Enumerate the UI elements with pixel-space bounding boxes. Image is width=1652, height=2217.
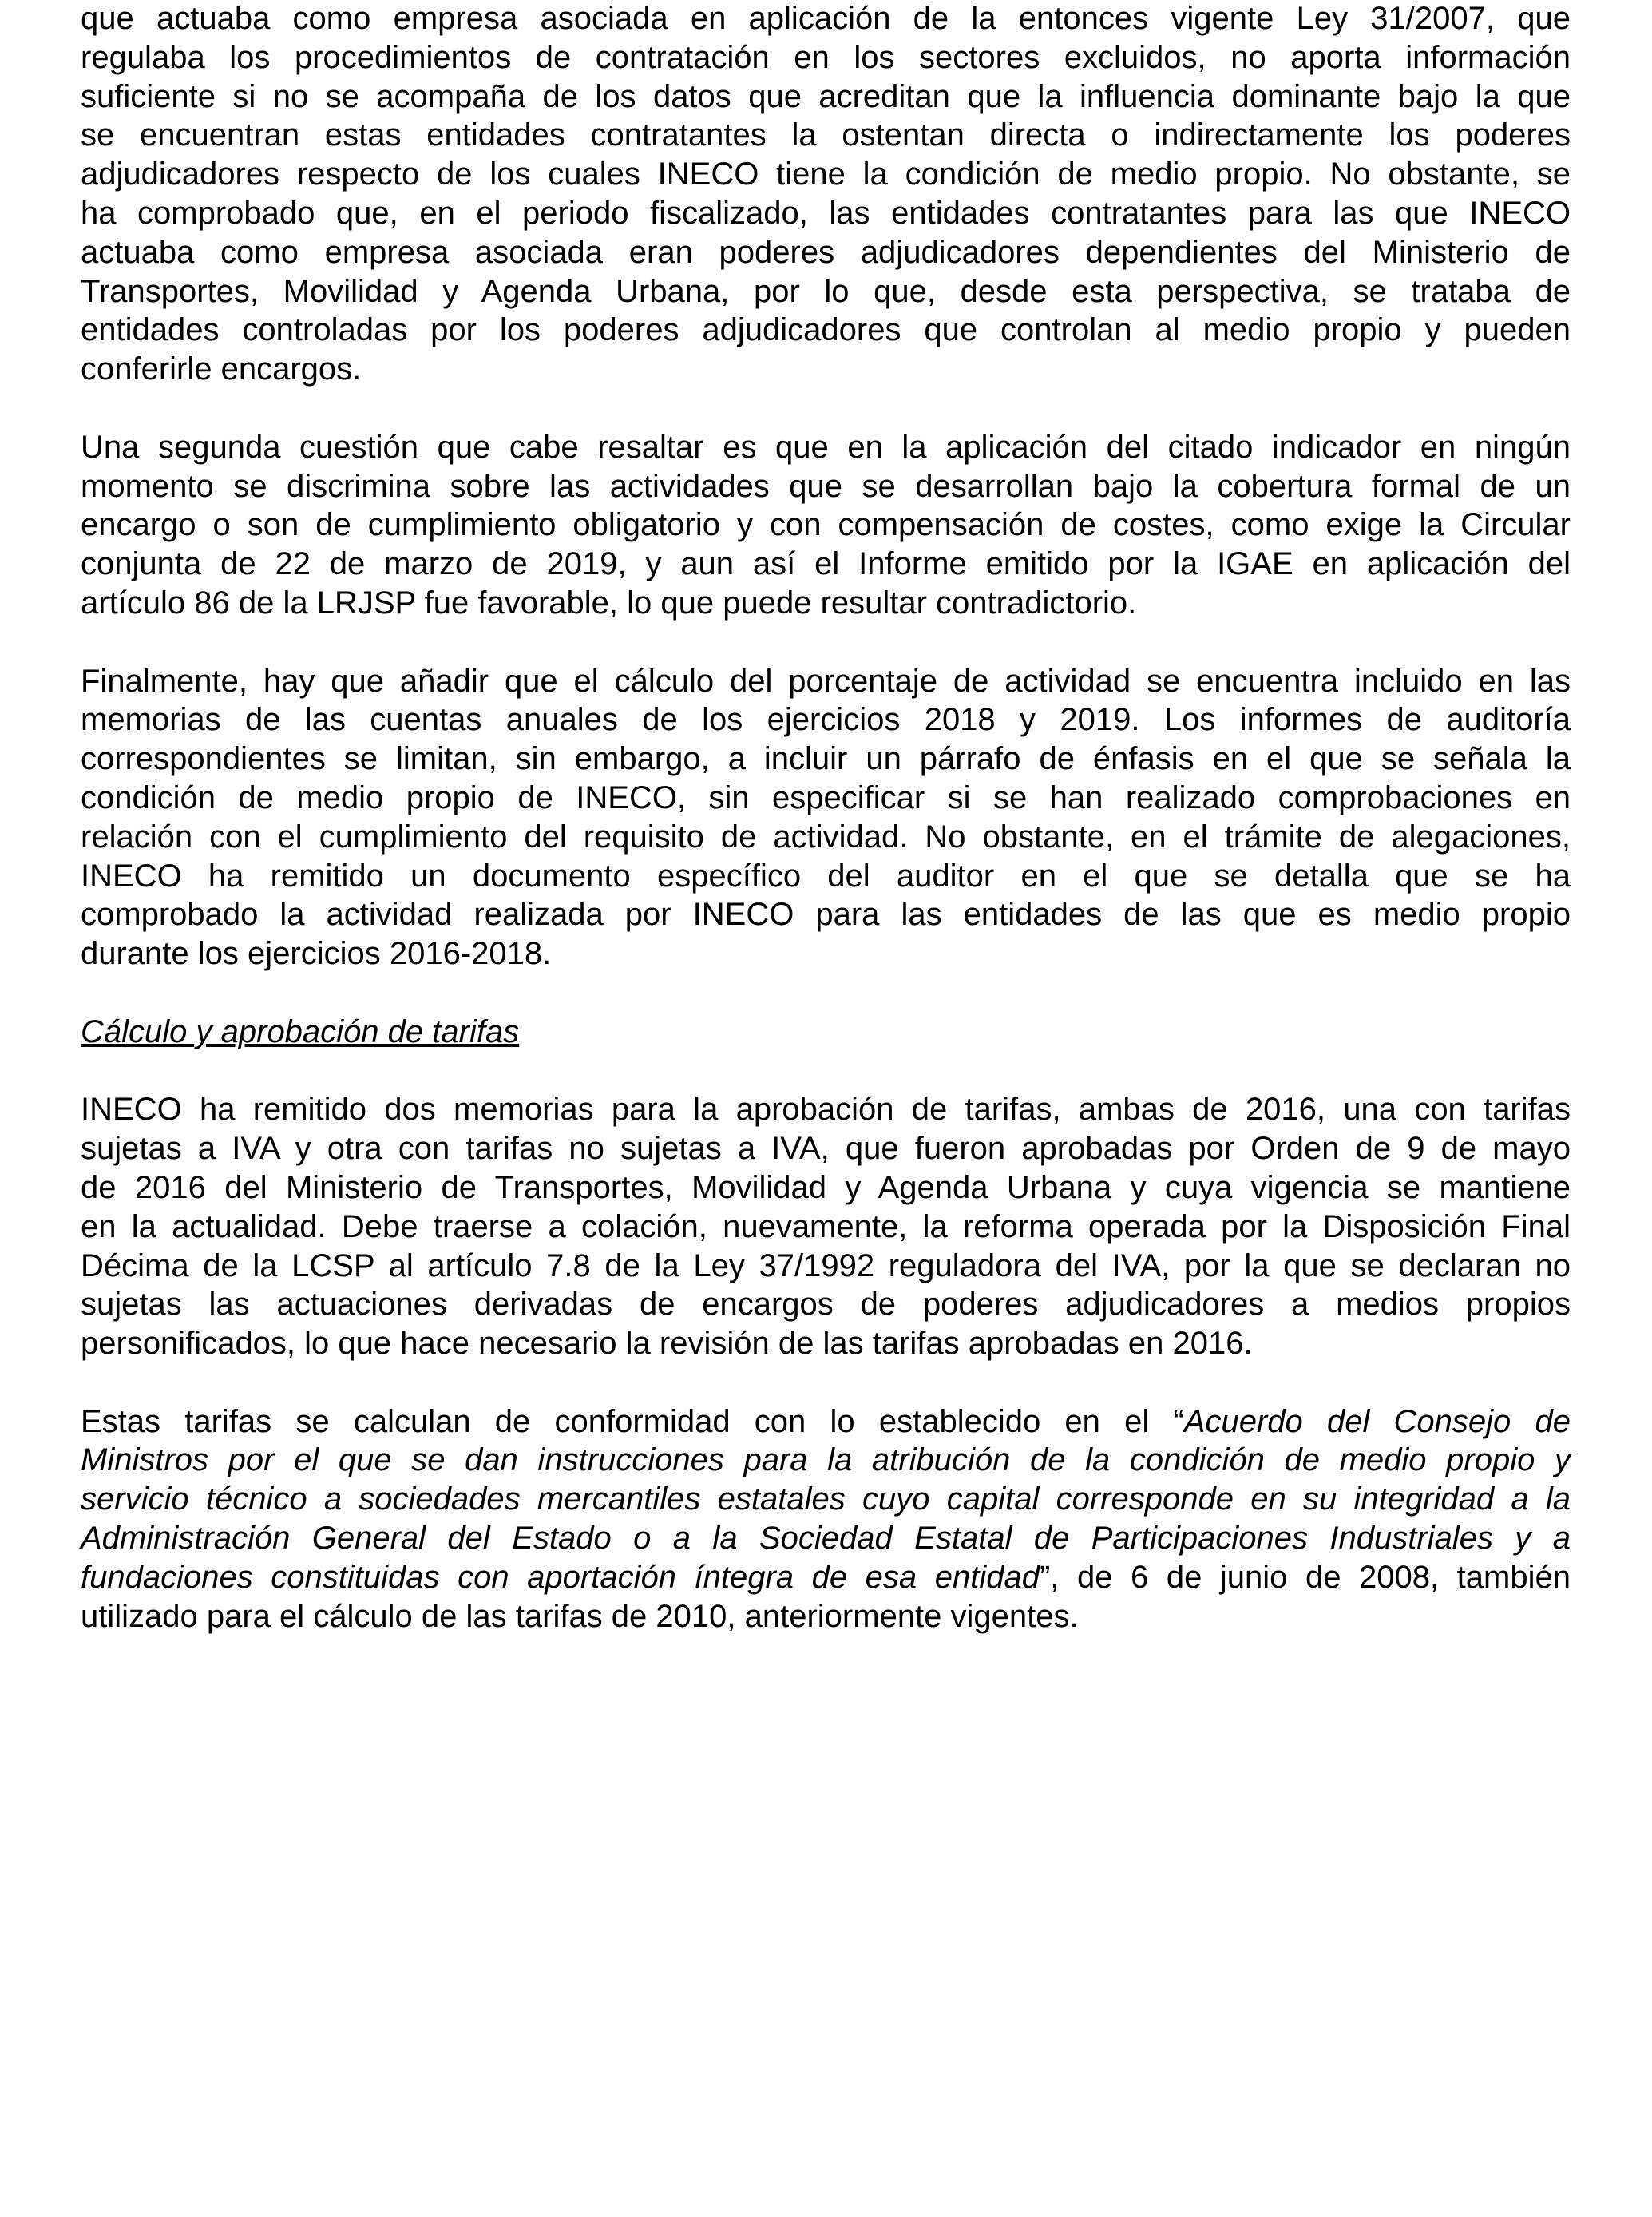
text-line: Décima de la LCSP al artículo 7.8 de la Ley 37/1992 reguladora del IVA, por la que se declaran no — [81, 1247, 1571, 1283]
text-line: entidades controladas por los poderes adjudicadores que controlan al medio propio y pueden — [81, 312, 1571, 348]
document-body — [81, 0, 1571, 1675]
text-line: conferirle encargos. — [81, 351, 362, 387]
text-line — [81, 1558, 1571, 1597]
text-line — [81, 1597, 1571, 1636]
text-line: INECO ha remitido un documento específico del auditor en el que se detalla que se ha — [81, 858, 1571, 894]
text-line: conjunta de 22 de marzo de 2019, y aun así el Informe emitido por la IGAE en aplicación del — [81, 546, 1571, 582]
text-line: adjudicadores respecto de los cuales INECO tiene la condición de medio propio. No obstante, se — [81, 157, 1571, 192]
paragraph — [81, 662, 1571, 974]
italic-quote-segment: Ministros por el que se dan instrucciones para la atribución de la condición de medio propio y — [81, 1442, 1571, 1478]
text-line: que actuaba como empresa asociada en aplicación de la entonces vigente Ley 31/2007, que — [81, 1, 1571, 36]
text-line: regulaba los procedimientos de contratación en los sectores excluidos, no aporta información — [81, 39, 1571, 75]
italic-quote-segment: Administración General del Estado o a la Sociedad Estatal de Participaciones Industriales y a — [81, 1521, 1571, 1557]
paragraph — [81, 1090, 1571, 1363]
italic-quote-segment: servicio técnico a sociedades mercantiles estatales cuyo capital corresponde en su integridad a la — [81, 1481, 1571, 1517]
text-line: correspondientes se limitan, sin embargo, a incluir un párrafo de énfasis en el que se señala la — [81, 741, 1571, 777]
text-line: durante los ejercicios 2016-2018. — [81, 936, 552, 972]
text-line — [81, 1402, 1571, 1442]
text-line — [81, 1441, 1571, 1480]
text-line: memorias de las cuentas anuales de los ejercicios 2018 y 2019. Los informes de auditoría — [81, 702, 1571, 738]
text-line: en la actualidad. Debe traerse a colación, nuevamente, la reforma operada por la Disposición Final — [81, 1208, 1571, 1244]
text-segment: utilizado para el cálculo de las tarifas de 2010, anteriormente vigentes. — [81, 1598, 1079, 1634]
text-segment: Estas tarifas se calculan de conformidad con lo establecido en el “ — [81, 1403, 1184, 1439]
italic-quote-segment: Acuerdo del Consejo de — [1183, 1403, 1571, 1439]
text-line: Finalmente, hay que añadir que el cálculo del porcentaje de actividad se encuentra incluido en las — [81, 663, 1571, 699]
text-line: INECO ha remitido dos memorias para la aprobación de tarifas, ambas de 2016, una con tarifas — [81, 1092, 1571, 1128]
text-line: suficiente si no se acompaña de los datos que acreditan que la influencia dominante bajo la que — [81, 78, 1571, 114]
text-line: Una segunda cuestión que cabe resaltar es que en la aplicación del citado indicador en ningún — [81, 429, 1571, 465]
text-line: personificados, lo que hace necesario la revisión de las tarifas aprobadas en 2016. — [81, 1326, 1253, 1362]
paragraph — [81, 428, 1571, 623]
italic-quote-segment: fundaciones constituidas con aportación íntegra de esa entidad — [81, 1559, 1040, 1595]
text-line: encargo o son de cumplimiento obligatorio y con compensación de costes, como exige la Circular — [81, 507, 1571, 543]
text-segment: ”, de 6 de junio de 2008, también — [1039, 1559, 1571, 1595]
text-line — [81, 1480, 1571, 1519]
text-line — [81, 1519, 1571, 1558]
text-line: se encuentran estas entidades contratantes la ostentan directa o indirectamente los poderes — [81, 117, 1571, 153]
text-line: actuaba como empresa asociada eran poderes adjudicadores dependientes del Ministerio de — [81, 234, 1571, 270]
text-line: momento se discrimina sobre las actividades que se desarrollan bajo la cobertura formal de un — [81, 468, 1571, 504]
text-line: artículo 86 de la LRJSP fue favorable, lo que puede resultar contradictorio. — [81, 585, 1137, 621]
text-line: comprobado la actividad realizada por INECO para las entidades de las que es medio propio — [81, 897, 1571, 933]
text-line: relación con el cumplimiento del requisito de actividad. No obstante, en el trámite de alegaciones, — [81, 819, 1571, 855]
section-heading: Cálculo y aprobación de tarifas — [81, 1013, 520, 1049]
text-line: Transportes, Movilidad y Agenda Urbana, por lo que, desde esta perspectiva, se trataba de — [81, 273, 1571, 309]
text-line: sujetas a IVA y otra con tarifas no sujetas a IVA, que fueron aprobadas por Orden de 9 de mayo — [81, 1131, 1571, 1167]
text-line: condición de medio propio de INECO, sin especificar si se han realizado comprobaciones en — [81, 779, 1571, 815]
paragraph — [81, 1402, 1571, 1636]
text-line: sujetas las actuaciones derivadas de encargos de poderes adjudicadores a medios propios — [81, 1287, 1571, 1323]
paragraph — [81, 0, 1571, 389]
text-line: ha comprobado que, en el periodo fiscalizado, las entidades contratantes para las que INECO — [81, 195, 1571, 231]
text-line: de 2016 del Ministerio de Transportes, Movilidad y Agenda Urbana y cuya vigencia se mantiene — [81, 1169, 1571, 1205]
